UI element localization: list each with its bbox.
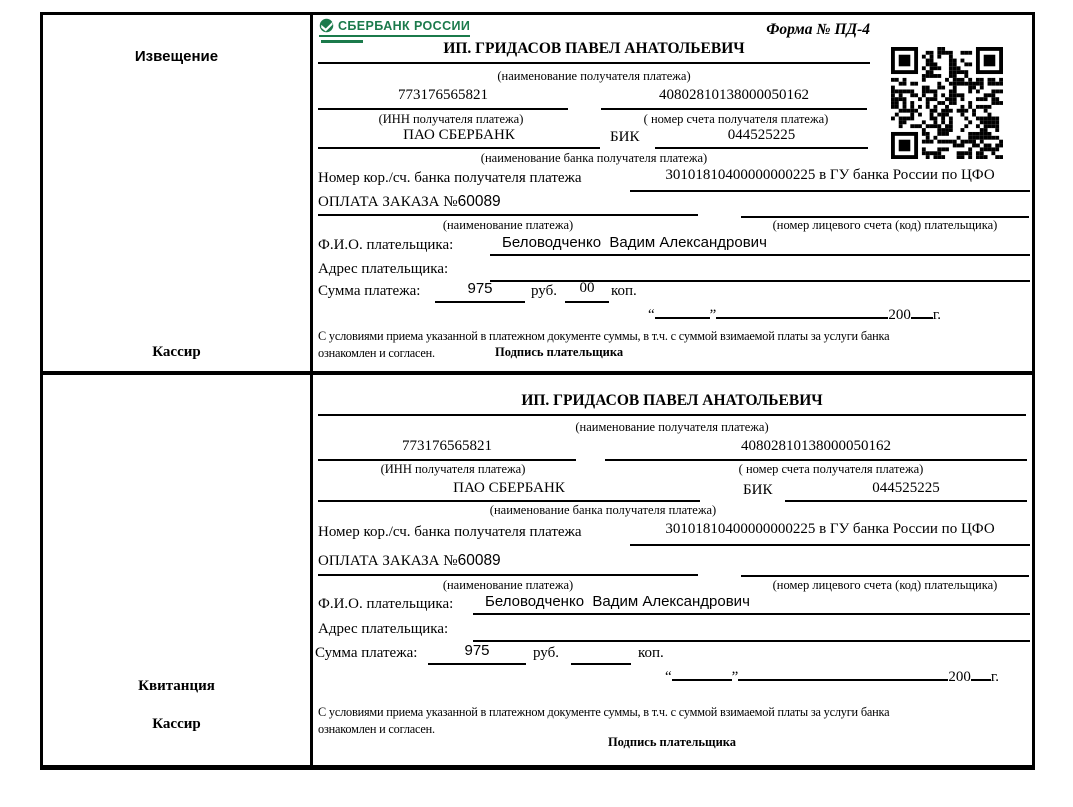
payment-name-prefix: ОПЛАТА ЗАКАЗА №	[318, 553, 458, 569]
payer-address-value	[490, 258, 1030, 282]
agreement-line1: С условиями приема указанной в платежном документе суммы, в т.ч. с суммой взимаемой платы за услуги банка	[318, 705, 890, 719]
year-suffix: г.	[932, 307, 942, 323]
kop-label: коп.	[638, 645, 664, 661]
receipt-left-cell	[43, 375, 313, 765]
account-value: 40802810138000050162	[605, 438, 1027, 461]
open-quote: “	[648, 307, 655, 323]
kop-label: коп.	[611, 283, 637, 299]
bik-value: 044525225	[655, 127, 868, 149]
sberbank-logo	[319, 18, 470, 37]
payer-address-label: Адрес плательщика:	[318, 261, 449, 277]
payment-name-label: (наименование платежа)	[442, 218, 574, 232]
open-quote: “	[665, 669, 672, 685]
payer-address-label: Адрес плательщика:	[318, 621, 449, 637]
receipt-section	[43, 371, 1032, 765]
bank-name-label: (наименование банка получателя платежа)	[480, 151, 708, 165]
signature-label: Подпись плательщика	[495, 345, 624, 359]
day-blank	[655, 304, 710, 319]
payer-fio-label: Ф.И.О. плательщика:	[318, 237, 454, 253]
account-value: 40802810138000050162	[601, 87, 867, 110]
payment-name-line	[318, 193, 698, 216]
form-code: Форма № ПД-4	[766, 21, 870, 38]
sberbank-circle-icon	[319, 18, 334, 33]
year-prefix: 200	[948, 669, 971, 685]
recipient-name: ИП. ГРИДАСОВ ПАВЕЛ АНАТОЛЬЕВИЧ	[318, 40, 870, 64]
rub-label: руб.	[531, 283, 557, 299]
year-suffix: г.	[990, 669, 1000, 685]
recipient-name: ИП. ГРИДАСОВ ПАВЕЛ АНАТОЛЬЕВИЧ	[318, 392, 1026, 416]
amount-rub-value: 975	[428, 642, 526, 665]
notice-title: Извещение	[134, 48, 219, 65]
date-line	[665, 666, 999, 686]
corr-account-label: Номер кор./сч. банка получателя платежа	[318, 170, 582, 186]
inn-label: (ИНН получателя платежа)	[378, 112, 524, 126]
notice-left-cell	[43, 15, 313, 371]
corr-account-value: 30101810400000000225 в ГУ банка России по ЦФО	[630, 167, 1030, 192]
cashier-label: Кассир	[152, 716, 201, 732]
date-line	[648, 304, 941, 324]
corr-account-label: Номер кор./сч. банка получателя платежа	[318, 524, 582, 540]
payer-fio-value: Беловодченко Вадим Александрович	[473, 593, 1030, 615]
receipt-body	[313, 375, 1032, 765]
month-blank	[738, 666, 948, 681]
notice-body	[313, 15, 1032, 371]
month-blank	[716, 304, 888, 319]
year-prefix: 200	[888, 307, 911, 323]
bik-label: БИК	[610, 129, 640, 145]
amount-rub-value: 975	[435, 280, 525, 303]
agreement-line1: С условиями приема указанной в платежном документе суммы, в т.ч. с суммой взимаемой платы за услуги банка	[318, 329, 890, 343]
payment-form-pd4	[40, 12, 1035, 770]
account-label: ( номер счета получателя платежа)	[738, 462, 924, 476]
personal-account-line	[741, 199, 1029, 218]
bank-name-value: ПАО СБЕРБАНК	[318, 480, 700, 502]
signature-label: Подпись плательщика	[607, 735, 737, 749]
receipt-title: Квитанция	[138, 678, 215, 694]
agreement-line2: ознакомлен и согласен.	[318, 722, 435, 736]
close-quote: ”	[709, 307, 717, 323]
personal-account-label: (номер лицевого счета (код) плательщика)	[772, 578, 998, 592]
personal-account-label: (номер лицевого счета (код) плательщика)	[772, 218, 998, 232]
rub-label: руб.	[533, 645, 559, 661]
inn-label: (ИНН получателя платежа)	[380, 462, 526, 476]
amount-kop-value: 00	[565, 280, 609, 303]
amount-kop-value	[571, 642, 631, 665]
recipient-name-label: (наименование получателя платежа)	[497, 69, 691, 83]
order-number: 60089	[457, 552, 501, 569]
account-label: ( номер счета получателя платежа)	[643, 112, 829, 126]
payment-name-prefix: ОПЛАТА ЗАКАЗА №	[318, 194, 458, 210]
personal-account-line	[741, 558, 1029, 577]
payer-address-value	[473, 618, 1030, 642]
order-number: 60089	[457, 193, 501, 210]
bank-name-label: (наименование банка получателя платежа)	[489, 503, 717, 517]
bank-logo-text: СБЕРБАНК РОССИИ	[338, 18, 471, 33]
qr-code	[891, 47, 1003, 159]
payment-name-label: (наименование платежа)	[442, 578, 574, 592]
year-blank	[911, 304, 933, 319]
cashier-label: Кассир	[152, 344, 201, 360]
inn-value: 773176565821	[318, 87, 568, 110]
close-quote: ”	[731, 669, 739, 685]
amount-label: Сумма платежа:	[318, 283, 421, 299]
amount-label: Сумма платежа:	[315, 645, 418, 661]
agreement-line2: ознакомлен и согласен.	[318, 346, 435, 360]
payment-name-line	[318, 552, 698, 576]
bank-name-value: ПАО СБЕРБАНК	[318, 127, 600, 149]
corr-account-value: 30101810400000000225 в ГУ банка России по ЦФО	[630, 521, 1030, 546]
bik-value: 044525225	[785, 480, 1027, 502]
year-blank	[971, 666, 991, 681]
inn-value: 773176565821	[318, 438, 576, 461]
recipient-name-label: (наименование получателя платежа)	[575, 420, 769, 434]
notice-section	[43, 15, 1032, 371]
day-blank	[672, 666, 732, 681]
bik-label: БИК	[743, 482, 773, 498]
payer-fio-label: Ф.И.О. плательщика:	[318, 596, 454, 612]
payer-fio-value: Беловодченко Вадим Александрович	[490, 234, 1030, 256]
